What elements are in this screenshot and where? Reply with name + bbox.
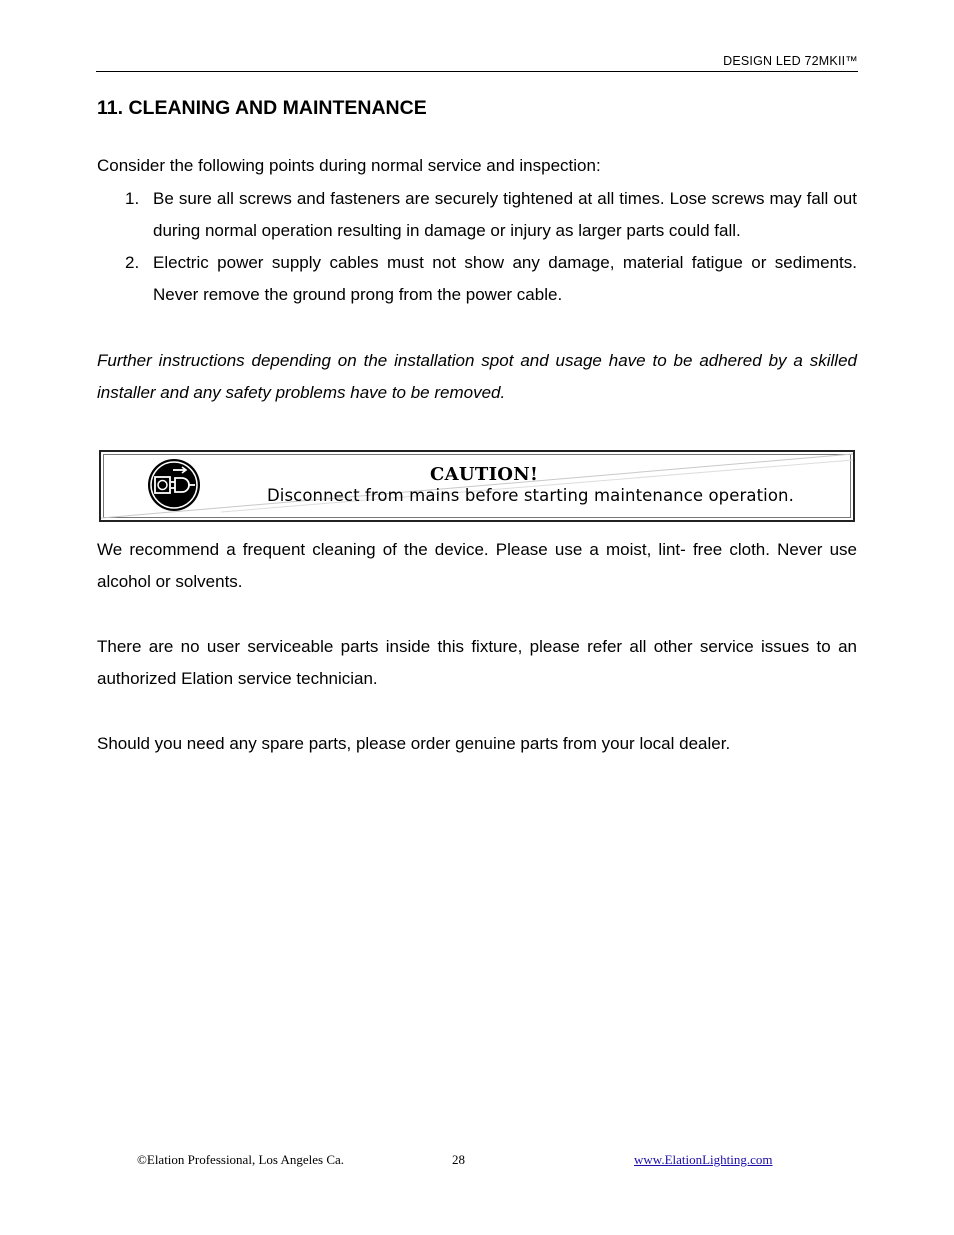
- inspection-list: [97, 183, 857, 311]
- list-item-text: Be sure all screws and fasteners are securely tightened at all times. Lose screws may fall out during normal operation resulting in damage or injury as larger parts could fall.: [153, 189, 857, 240]
- caution-box: [99, 450, 855, 522]
- page-number: 28: [452, 1152, 465, 1167]
- list-item-text: Electric power supply cables must not show any damage, material fatigue or sediments. Never remove the ground prong from the power cable.: [153, 253, 857, 304]
- list-item: [97, 247, 857, 311]
- intro-text: Consider the following points during normal service and inspection:: [97, 156, 601, 175]
- caution-text: Disconnect from mains before starting maintenance operation.: [267, 486, 794, 505]
- unplug-icon: [147, 458, 201, 512]
- spare-parts-paragraph: Should you need any spare parts, please order genuine parts from your local dealer.: [97, 734, 731, 753]
- cleaning-paragraph: We recommend a frequent cleaning of the device. Please use a moist, lint- free cloth. Never use alcohol or solvents.: [97, 540, 857, 591]
- service-paragraph: There are no user serviceable parts inside this fixture, please refer all other service issues to an authorized Elation service technician.: [97, 637, 857, 688]
- list-item-number: 1.: [125, 189, 140, 208]
- list-item-number: 2.: [125, 253, 140, 272]
- footer-copyright: ©Elation Professional, Los Angeles Ca.: [137, 1152, 345, 1167]
- website-link[interactable]: www.ElationLighting.com: [634, 1152, 773, 1167]
- header-divider: [96, 71, 858, 72]
- list-item: [97, 183, 857, 247]
- caution-heading: CAUTION!: [430, 464, 539, 485]
- section-title: 11. CLEANING AND MAINTENANCE: [97, 97, 427, 119]
- installer-note: Further instructions depending on the installation spot and usage have to be adhered by a skilled installer and any safety problems have to be removed.: [97, 351, 857, 402]
- document-header-title: DESIGN LED 72MKII™: [723, 54, 858, 68]
